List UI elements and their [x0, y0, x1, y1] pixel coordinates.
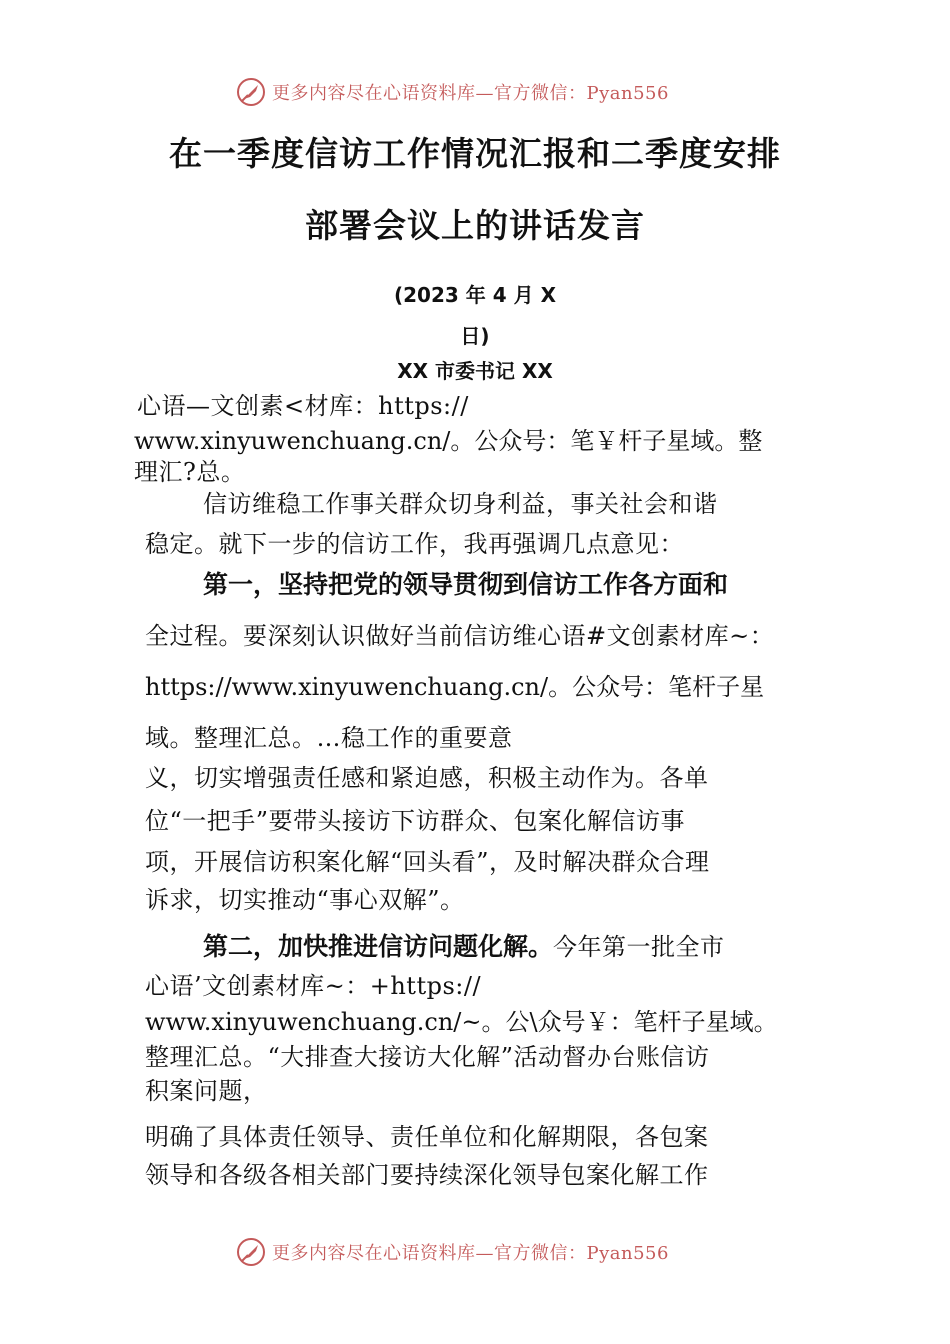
text-line: 明确了具体责任领导、责任单位和化解期限，各包案 [145, 1123, 709, 1151]
page-title-line2: 部署会议上的讲话发言 [305, 206, 645, 245]
text-line: 信访维稳工作事关群众切身利益，事关社会和谐 [203, 490, 718, 518]
text-line: 心语’文创素材库~：+https:// [145, 972, 482, 1000]
section-heading-2: 第二，加快推进信访问题化解。 [203, 932, 554, 961]
text-line: 整理汇总。“大排查大接访大化解”活动督办台账信访 [145, 1043, 710, 1071]
text-line: 全过程。要深刻认识做好当前信访维心语#文创素材库~： [145, 622, 775, 650]
text-line: 领导和各级各相关部门要持续深化领导包案化解工作 [145, 1161, 709, 1189]
date-line2: 日) [460, 324, 490, 348]
text-line: 稳定。就下一步的信访工作，我再强调几点意见： [145, 530, 684, 558]
date-line1: (2023 年 4 月 X [394, 283, 556, 307]
watermark-footer [236, 1232, 669, 1272]
quill-logo-icon [236, 1237, 266, 1267]
text-line: https://www.xinyuwenchuang.cn/。公众号：笔杆子星 [145, 673, 765, 701]
text-line: 项，开展信访积案化解“回头看”，及时解决群众合理 [145, 848, 710, 876]
watermark-text: 更多内容尽在心语资料库—官方微信：Pyan556 [272, 83, 669, 104]
section-heading-1: 第一，坚持把党的领导贯彻到信访工作各方面和 [203, 570, 729, 599]
text-line: www.xinyuwenchuang.cn/~。公\众号￥：笔杆子星域。 [145, 1008, 778, 1036]
author-line: XX 市委书记 XX [397, 359, 553, 383]
text-line: 理汇?总。 [134, 458, 246, 486]
text-line: 积案问题， [145, 1077, 268, 1105]
text-span: 今年第一批全市 [553, 933, 725, 961]
watermark-text: 更多内容尽在心语资料库—官方微信：Pyan556 [272, 1243, 669, 1264]
page-title-line1: 在一季度信访工作情况汇报和二季度安排 [169, 134, 781, 173]
quill-logo-icon [236, 77, 266, 107]
watermark-header [236, 72, 669, 112]
text-line: www.xinyuwenchuang.cn/。公众号：笔￥杆子星域。整 [134, 427, 763, 455]
text-line: 域。整理汇总。…稳工作的重要意 [145, 724, 513, 752]
text-line: 心语—文创素<材库：https:// [137, 392, 469, 420]
text-line: 位“一把手”要带头接访下访群众、包案化解信访事 [145, 807, 686, 835]
text-line: 义，切实增强责任感和紧迫感，积极主动作为。各单 [145, 764, 709, 792]
text-line: 诉求，切实推动“事心双解”。 [145, 886, 465, 914]
section-2-line [203, 927, 725, 963]
